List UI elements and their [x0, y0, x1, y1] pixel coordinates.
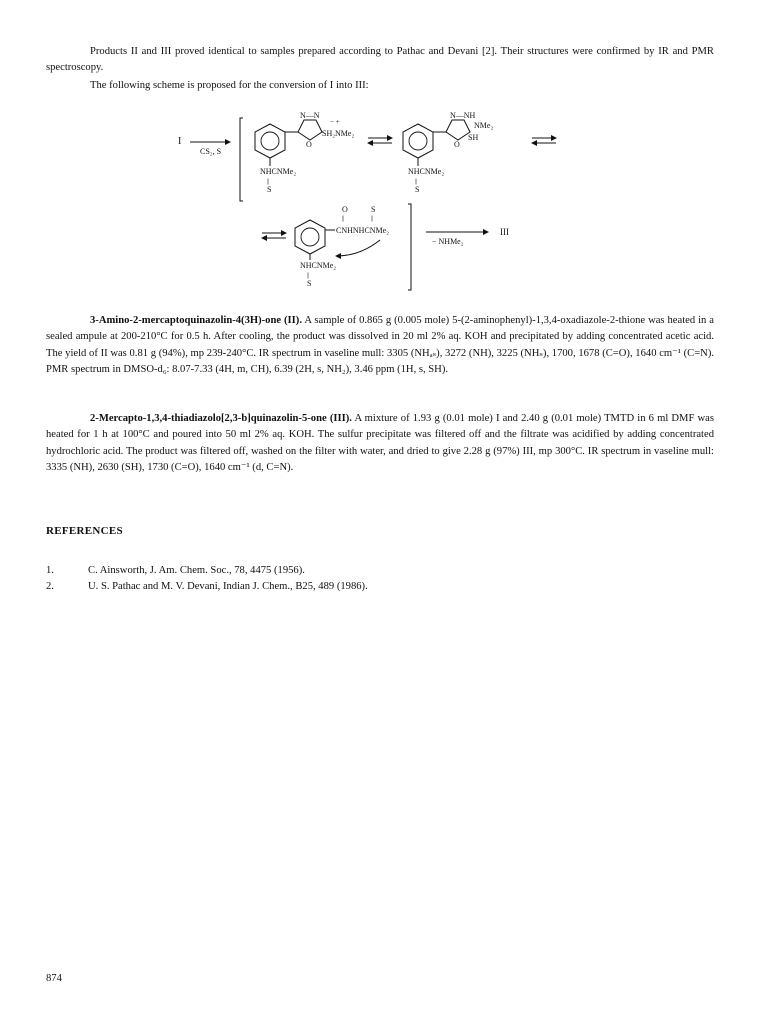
reference-text: C. Ainsworth, J. Am. Chem. Soc., 78, 4475 (1956).	[88, 565, 305, 576]
thiourea-group: NHCNMe₂	[260, 167, 297, 176]
scheme-atom-label: ||	[267, 179, 270, 185]
scheme-intro: The following scheme is proposed for the conversion of I into III:	[90, 80, 369, 91]
scheme-atom-label: ||	[342, 216, 345, 222]
reference-number: 2.	[46, 581, 54, 592]
references-list	[46, 563, 714, 595]
reference-text: U. S. Pathac and M. V. Devani, Indian J. Chem., B25, 489 (1986).	[88, 581, 368, 592]
scheme-atom-label: NHCNMe₂	[300, 261, 337, 270]
sh-amine-salt: SH₂NMe₂	[322, 129, 355, 138]
charge-label: − +	[330, 118, 340, 126]
reagents-label: CS₂, S	[200, 147, 222, 156]
scheme-atom-label: NMe₂	[474, 121, 494, 130]
hydrazide-chain: CNHNHCNMe₂	[336, 226, 390, 235]
oxadiazoline-ring-2	[446, 120, 470, 140]
scheme-atom-label: O	[342, 205, 348, 214]
elimination-label: − NHMe₂	[432, 237, 464, 246]
scheme-atom-label: S	[415, 185, 420, 194]
scheme-atom-label: S	[267, 185, 272, 194]
oxadiazole-ring-1	[298, 120, 322, 140]
n-n-label: N—N	[300, 111, 320, 120]
scheme-atom-label: S	[371, 205, 376, 214]
page-number: 874	[46, 973, 62, 984]
scheme-atom-label: ||	[307, 273, 310, 279]
experimental-paragraph-2	[46, 411, 714, 477]
compound-iii-text: A mixture of 1.93 g (0.01 mole) I and 2.40 g (0.01 mole) TMTD in 6 ml DMF was heated for 1 h at 100°C and poured into 50 ml 2% aq. KOH. The sulfur precipitate was filtered off and the filtrate was acidified by adding concentrated hydrochloric acid. The product was filtered off, washed on the filter with water, and dried to give 2.28 g (97%) III, mp 300°C. IR spectrum in vaseline mull: 3335 (NH), 2630 (SH), 1730 (C=O), 1640 cm⁻¹ (d, C=N).	[46, 413, 714, 474]
scheme-atom-label: ||	[415, 179, 418, 185]
n-nh-label: N—NH	[450, 111, 476, 120]
intro-paragraph: Products II and III proved identical to samples prepared according to Pathac and Devani [2]. Their structures were confirmed by IR and PMR spectroscopy.	[46, 46, 714, 74]
equilibrium-arrow-1	[368, 138, 392, 143]
reference-item	[46, 563, 714, 579]
compound-ii-text: A sample of 0.865 g (0.005 mole) 5-(2-aminophenyl)-1,3,4-oxadiazole-2-thione was heated in a sealed ampule at 200-210°C for 0.5 h. After cooling, the product was dissolved in 20 ml 2% aq. KOH and precipitated by adding concentrated acetic acid. The yield of II was 0.81 g (94%), mp 239-240°C. IR spectrum in vaseline mull: 3305 (NHₐₛ), 3272 (NH), 3225 (NHₛ), 1700, 1678 (C=O), 1640 cm⁻¹ (C=N). PMR spectrum in DMSO-d₆: 8.07-7.33 (4H, m, CH), 6.39 (2H, s, NH₂), 3.46 ppm (1H, s, SH).	[46, 315, 714, 376]
scheme-atom-label: ||	[371, 216, 374, 222]
reference-number: 1.	[46, 565, 54, 576]
reaction-scheme	[170, 106, 590, 292]
scheme-atom-label: NHCNMe₂	[408, 167, 445, 176]
product-label: III	[500, 227, 509, 237]
equilibrium-arrow-2	[532, 138, 556, 143]
scheme-atom-label: S	[307, 279, 312, 288]
benzene-ring-3	[295, 220, 325, 254]
scheme-atom-label: O	[306, 140, 312, 149]
compound-iii-title: 2-Mercapto-1,3,4-thiadiazolo[2,3-b]quinazolin-5-one (III).	[90, 413, 352, 424]
experimental-paragraph-1	[46, 313, 714, 379]
reference-item	[46, 579, 714, 595]
scheme-atom-label: SH	[468, 133, 479, 142]
benzene-ring-1	[255, 124, 285, 158]
benzene-ring-2	[403, 124, 433, 158]
start-compound: I	[178, 136, 182, 147]
right-bracket	[408, 204, 411, 290]
references-heading: REFERENCES	[46, 525, 123, 537]
left-bracket	[240, 118, 243, 201]
scheme-atom-label: O	[454, 140, 460, 149]
equilibrium-arrow-3	[262, 233, 286, 238]
cyclization-curved-arrow	[336, 240, 380, 256]
compound-ii-title: 3-Amino-2-mercaptoquinazolin-4(3H)-one (II).	[90, 315, 302, 326]
